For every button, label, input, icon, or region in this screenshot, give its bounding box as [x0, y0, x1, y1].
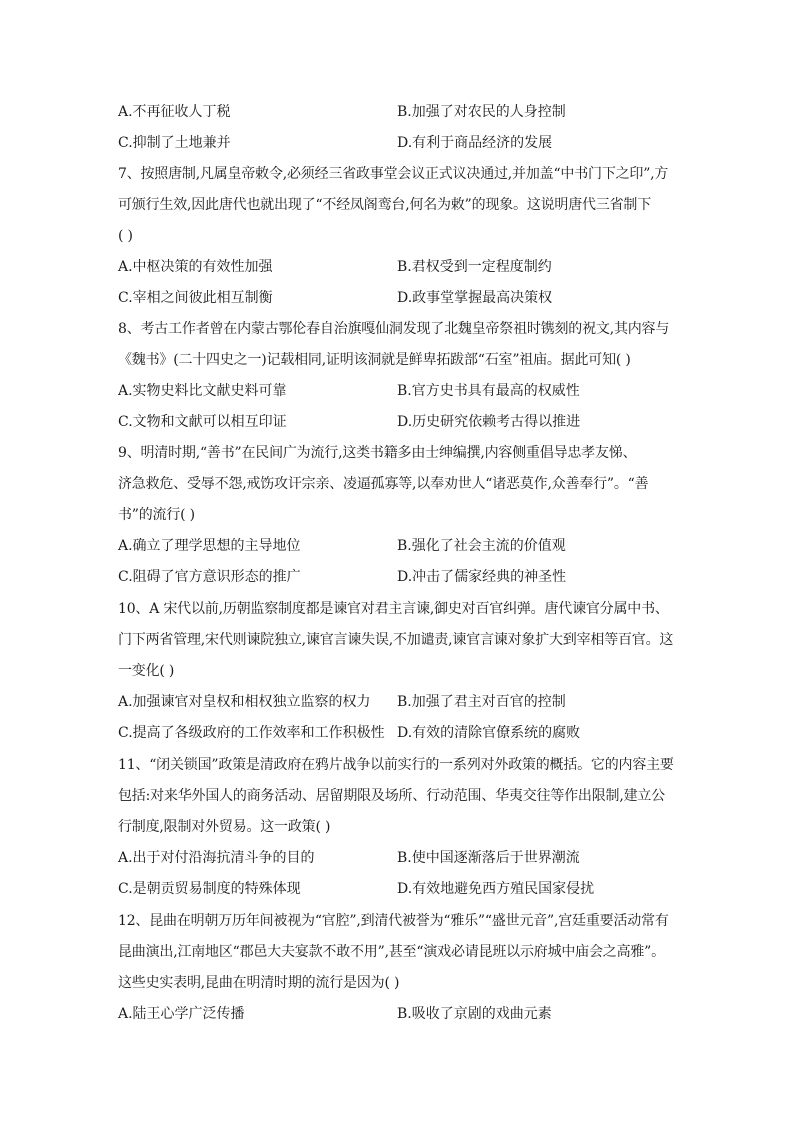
option-row: [118, 376, 678, 407]
option-a[interactable]: A.加强谏官对皇权和相权独立监察的权力: [118, 694, 371, 710]
option-row: [118, 97, 678, 128]
option-row: [118, 407, 678, 438]
question-stem-line: 8、考古工作者曾在内蒙古鄂伦春自治旗嘎仙洞发现了北魏皇帝祭祖时镌刻的祝文,其内容与: [118, 321, 670, 337]
question-stem-line: 门下两省管理,宋代则谏院独立,谏官言谏失误,不加谴责,谏官言谏对象扩大到宰相等百官。这: [118, 632, 674, 648]
question-12: [118, 906, 678, 1030]
question-stem-line: 11、“闭关锁国”政策是清政府在鸦片战争以前实行的一系列对外政策的概括。它的内容主要: [118, 757, 674, 773]
question-stem-line: 一变化( ): [118, 663, 175, 679]
question-stem-line: 昆曲演出,江南地区“郡邑大夫宴款不敢不用”,甚至“演戏必请昆班以示府城中庙会之高雅”。: [118, 944, 665, 960]
option-d[interactable]: D.有利于商品经济的发展: [397, 135, 553, 151]
option-d[interactable]: D.冲击了儒家经典的神圣性: [397, 569, 567, 585]
question-stem-line: 可颁行生效,因此唐代也就出现了“不经凤阁鸾台,何名为敕”的现象。这说明唐代三省制下: [118, 197, 652, 213]
option-c[interactable]: C.抑制了土地兼并: [118, 135, 231, 151]
option-b[interactable]: B.官方史书具有最高的权威性: [397, 383, 580, 399]
option-a[interactable]: A.中枢决策的有效性加强: [118, 259, 273, 275]
question-stem-line: 《魏书》(二十四史之一)记载相同,证明该洞就是鲜卑拓跋部“石室”祖庙。据此可知( ): [118, 352, 631, 368]
option-row: [118, 687, 678, 718]
option-b[interactable]: B.强化了社会主流的价值观: [397, 538, 566, 554]
question-stem-line: 7、按照唐制,凡属皇帝敕令,必须经三省政事堂会议正式议决通过,并加盖“中书门下之印”,方: [118, 166, 669, 182]
option-row: [118, 843, 678, 874]
option-b[interactable]: B.加强了对农民的人身控制: [397, 104, 566, 120]
question-stem-line: 12、昆曲在明朝万历年间被视为“官腔”,到清代被誉为“雅乐”“盛世元音”,宫廷重要活动常有: [118, 913, 669, 929]
option-row: [118, 718, 678, 749]
option-a[interactable]: A.实物史料比文献史料可靠: [118, 383, 287, 399]
option-d[interactable]: D.政事堂掌握最高决策权: [397, 290, 553, 306]
question-stem-line: 9、明清时期,“善书”在民间广为流行,这类书籍多由士绅编撰,内容侧重倡导忠孝友悌、: [118, 445, 637, 461]
question-11: [118, 750, 678, 905]
option-row: [118, 531, 678, 562]
question-stem-line: 书”的流行( ): [118, 507, 195, 523]
option-a[interactable]: A.不再征收人丁税: [118, 104, 231, 120]
option-c[interactable]: C.宰相之间彼此相互制衡: [118, 290, 273, 306]
question-7: [118, 159, 678, 314]
question-stem-line: 这些史实表明,昆曲在明清时期的流行是因为( ): [118, 975, 400, 991]
option-b[interactable]: B.君权受到一定程度制约: [397, 259, 552, 275]
option-row: [118, 562, 678, 593]
option-b[interactable]: B.吸收了京剧的戏曲元素: [397, 1006, 552, 1022]
option-a[interactable]: A.确立了理学思想的主导地位: [118, 538, 301, 554]
question-10: [118, 594, 678, 749]
option-c[interactable]: C.文物和文献可以相互印证: [118, 414, 287, 430]
option-d[interactable]: D.有效地避免西方殖民国家侵扰: [397, 881, 595, 897]
question-stem-line: 济急救危、受辱不怨,戒饬攻讦宗亲、凌逼孤寡等,以奉劝世人“诸恶莫作,众善奉行”。“善: [118, 476, 649, 492]
option-d[interactable]: D.有效的清除官僚系统的腐败: [397, 725, 581, 741]
option-a[interactable]: A.出于对付沿海抗清斗争的目的: [118, 850, 315, 866]
option-a[interactable]: A.陆王心学广泛传播: [118, 1006, 245, 1022]
prev-question-options: [118, 97, 678, 159]
option-d[interactable]: D.历史研究依赖考古得以推进: [397, 414, 581, 430]
option-row: [118, 128, 678, 159]
option-b[interactable]: B.使中国逐渐落后于世界潮流: [397, 850, 580, 866]
option-c[interactable]: C.阻碍了官方意识形态的推广: [118, 569, 301, 585]
question-stem-line: 行制度,限制对外贸易。这一政策( ): [118, 819, 331, 835]
option-c[interactable]: C.是朝贡贸易制度的特殊体现: [118, 881, 301, 897]
option-b[interactable]: B.加强了君主对百官的控制: [397, 694, 566, 710]
option-row: [118, 252, 678, 283]
option-row: [118, 874, 678, 905]
question-stem-line: 10、A 宋代以前,历朝监察制度都是谏官对君主言谏,御史对百官纠弹。唐代谏官分属中书、: [118, 601, 669, 617]
option-c[interactable]: C.提高了各级政府的工作效率和工作积极性: [118, 725, 385, 741]
question-9: [118, 438, 678, 593]
answer-blank: ( ): [118, 228, 133, 244]
question-8: [118, 314, 678, 438]
option-row: [118, 283, 678, 314]
question-stem-line: 包括:对来华外国人的商务活动、居留期限及场所、行动范围、华夷交往等作出限制,建立公: [118, 788, 665, 804]
option-row: [118, 999, 678, 1030]
